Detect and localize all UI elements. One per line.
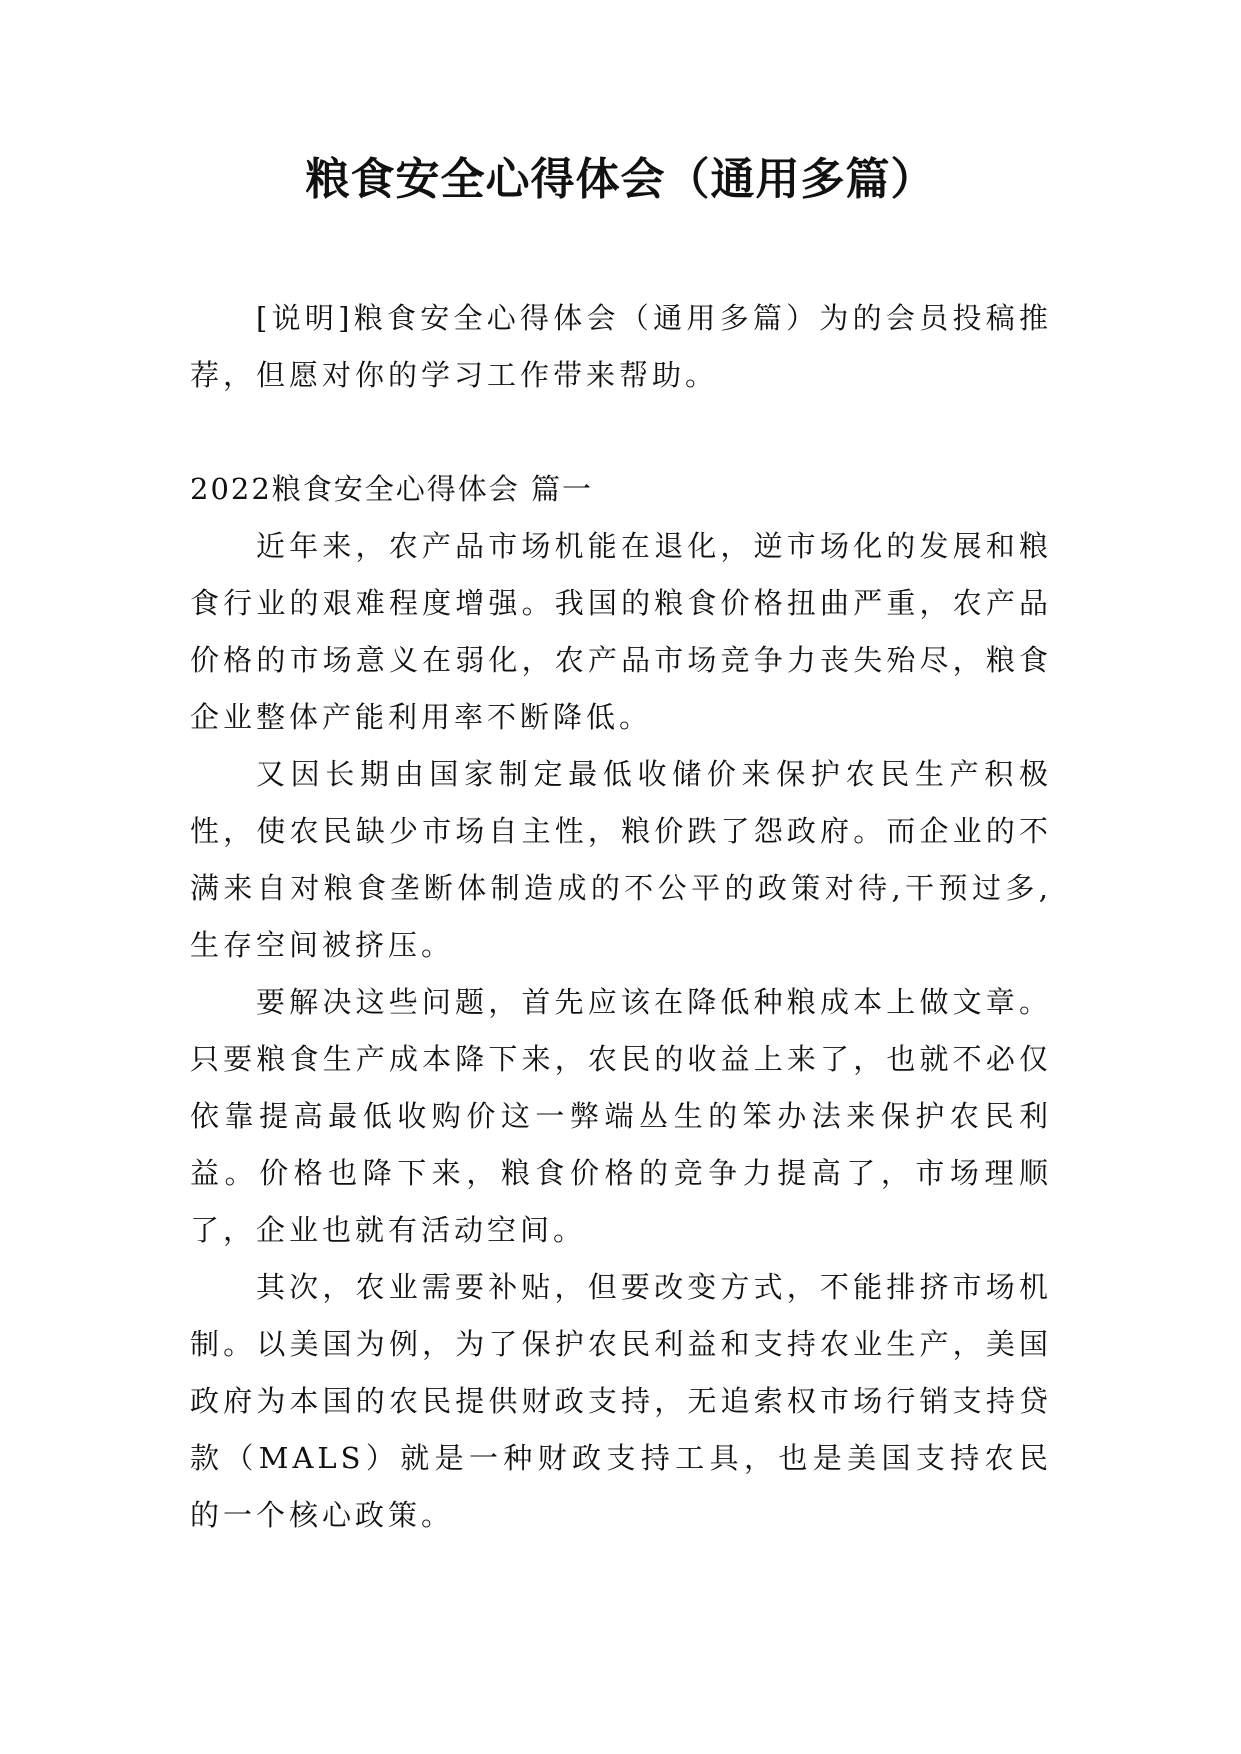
document-body: [190, 290, 1052, 1544]
section-heading: 2022粮食安全心得体会 篇一: [190, 472, 594, 506]
body-paragraph-2: 又因长期由国家制定最低收储价来保护农民生产积极性，使农民缺少市场自主性，粮价跌了怨政府。而企业的不满来自对粮食垄断体制造成的不公平的政策对待,干预过多,生存空间被挤压。: [190, 757, 1052, 962]
body-paragraph-3: 要解决这些问题，首先应该在降低种粮成本上做文章。只要粮食生产成本降下来，农民的收益上来了，也就不必仅依靠提高最低收购价这一弊端丛生的笨办法来保护农民利益。价格也降下来，粮食价格的竞争力提高了，市场理顺了，企业也就有活动空间。: [190, 985, 1052, 1247]
body-paragraph-1: 近年来，农产品市场机能在退化，逆市场化的发展和粮食行业的艰难程度增强。我国的粮食价格扭曲严重，农产品价格的市场意义在弱化，农产品市场竞争力丧失殆尽，粮食企业整体产能利用率不断降低。: [190, 529, 1052, 734]
body-paragraph-4: 其次，农业需要补贴，但要改变方式，不能排挤市场机制。以美国为例，为了保护农民利益和支持农业生产，美国政府为本国的农民提供财政支持，无追索权市场行销支持贷款（MALS）就是一种财政支持工具，也是美国支持农民的一个核心政策。: [190, 1270, 1052, 1532]
page-title: 粮食安全心得体会（通用多篇）: [305, 154, 936, 205]
note-paragraph: [说明]粮食安全心得体会（通用多篇）为的会员投稿推荐，但愿对你的学习工作带来帮助。: [190, 301, 1052, 392]
